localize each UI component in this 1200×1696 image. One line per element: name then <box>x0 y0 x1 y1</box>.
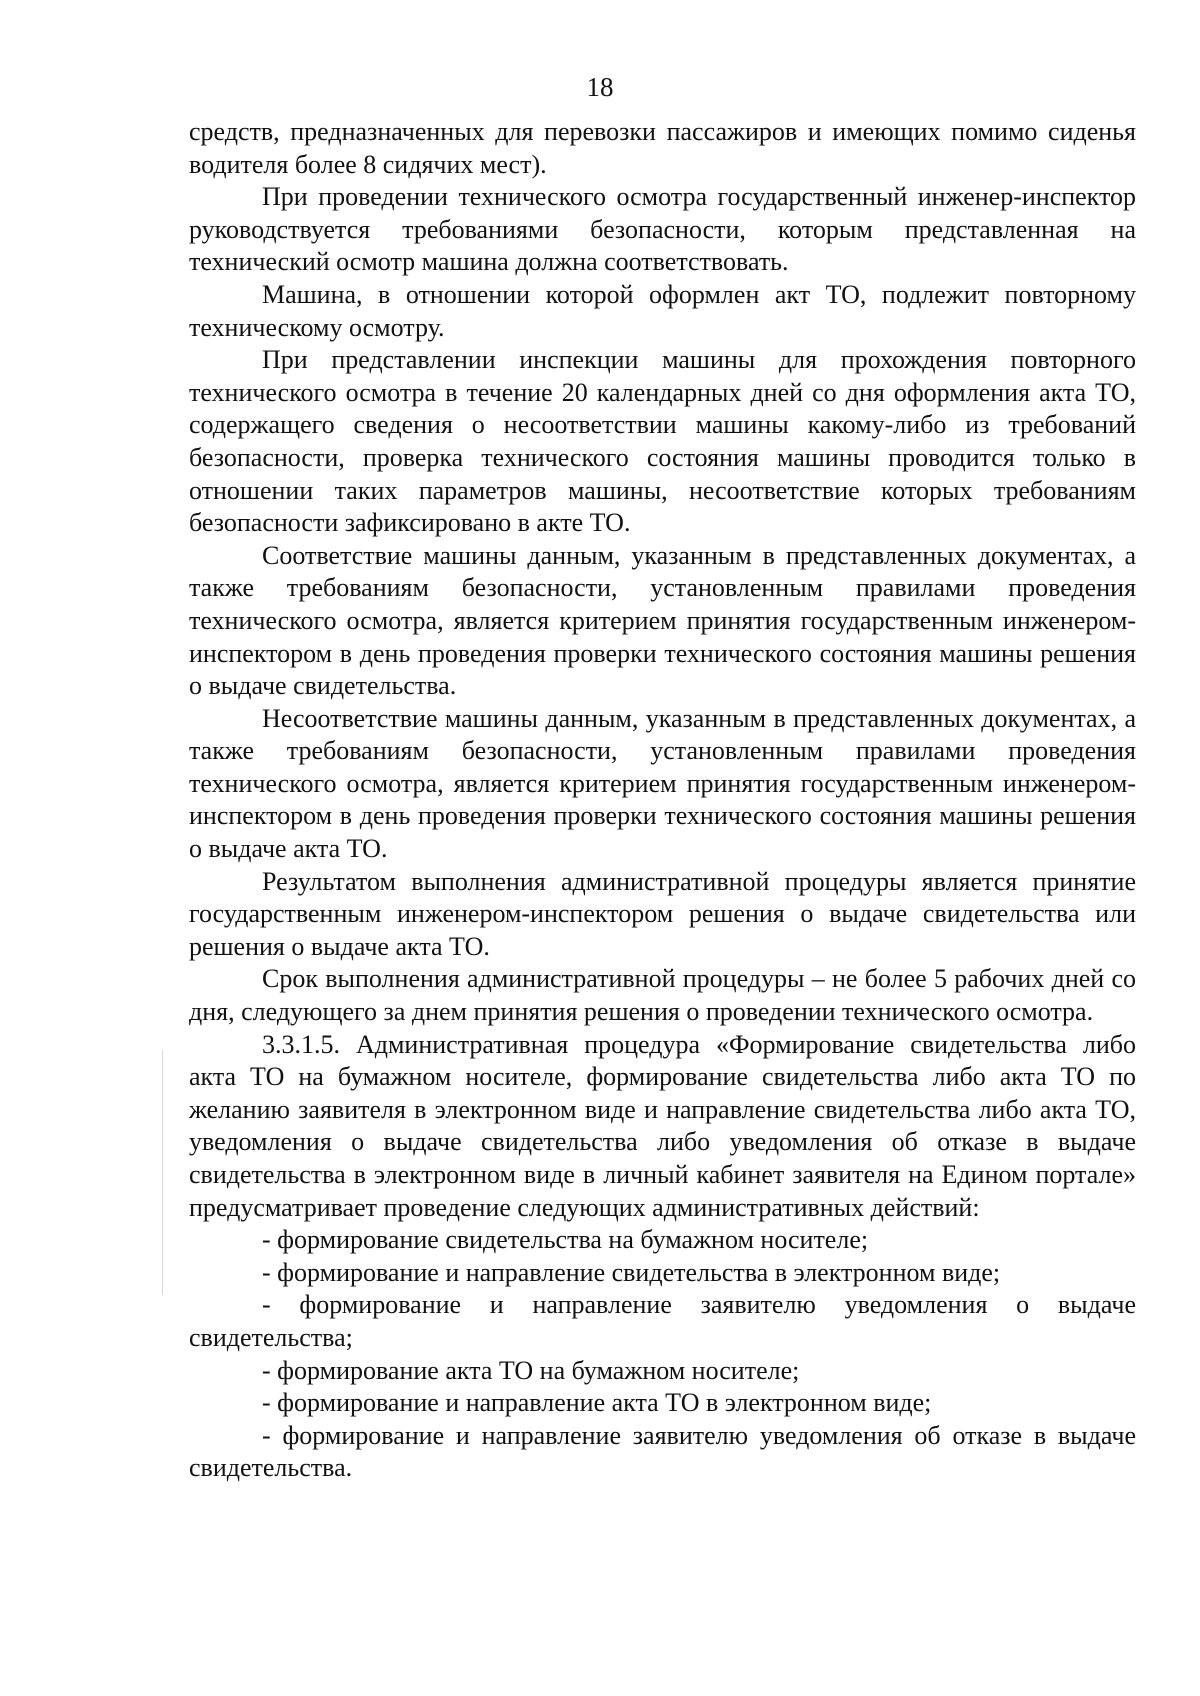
list-item: - формирование и направление заявителю уведомления об отказе в выдаче свидетельства. <box>189 1420 1136 1483</box>
list-item: - формирование акта ТО на бумажном носителе; <box>262 1355 800 1385</box>
paragraph: При представлении инспекции машины для прохождения повторного технического осмотра в течение 20 календарных дней со дня оформления акта ТО, содержащего сведения о несоответствии машины какому-либо из требований безопасности, проверка технического состояния машины проводится только в отношении таких параметров машины, несоответствие которых требованиям безопасности зафиксировано в акте ТО. <box>189 345 1136 538</box>
paragraph: Соответствие машины данным, указанным в представленных документах, а также требованиям безопасности, установленным правилами проведения технического осмотра, является критерием принятия государственным инженером-инспектором в день проведения проверки технического состояния машины решения о выдаче свидетельства. <box>189 540 1136 701</box>
list-item: - формирование и направление заявителю уведомления о выдаче свидетельства; <box>189 1290 1136 1352</box>
list-item: - формирование и направление акта ТО в электронном виде; <box>262 1388 932 1418</box>
list-item: - формирование свидетельства на бумажном носителе; <box>262 1225 869 1255</box>
paragraph: Результатом выполнения административной процедуры является принятие государственным инженером-инспектором решения о выдаче свидетельства или решения о выдаче акта ТО. <box>189 866 1136 961</box>
paragraph: Срок выполнения административной процедуры – не более 5 рабочих дней со дня, следующего за днем принятия решения о проведении технического осмотра. <box>189 964 1136 1027</box>
scan-artifact-line <box>162 1050 163 1295</box>
paragraph: При проведении технического осмотра государственный инженер-инспектор руководствуется требованиями безопасности, которым представленная на технический осмотр машина должна соответствовать. <box>189 182 1136 277</box>
paragraph: Машина, в отношении которой оформлен акт ТО, подлежит повторному техническому осмотру. <box>189 279 1136 342</box>
document-body <box>189 116 1136 1485</box>
section-paragraph: 3.3.1.5. Административная процедура «Формирование свидетельства либо акта ТО на бумажном носителе, формирование свидетельства либо акта ТО по желанию заявителя в электронном виде и направление свидетельства либо акта ТО, уведомления о выдаче свидетельства либо уведомления об отказе в выдаче свидетельства в электронном виде в личный кабинет заявителя на Едином портале» предусматривает проведение следующих административных действий: <box>189 1029 1136 1222</box>
paragraph-continuation: средств, предназначенных для перевозки пассажиров и имеющих помимо сиденья водителя более 8 сидячих мест). <box>189 117 1136 179</box>
page-number: 18 <box>586 72 614 102</box>
list-item: - формирование и направление свидетельства в электронном виде; <box>262 1257 1001 1287</box>
paragraph: Несоответствие машины данным, указанным в представленных документах, а также требованиям безопасности, установленным правилами проведения технического осмотра, является критерием принятия государственным инженером-инспектором в день проведения проверки технического состояния машины решения о выдаче акта ТО. <box>189 703 1136 864</box>
